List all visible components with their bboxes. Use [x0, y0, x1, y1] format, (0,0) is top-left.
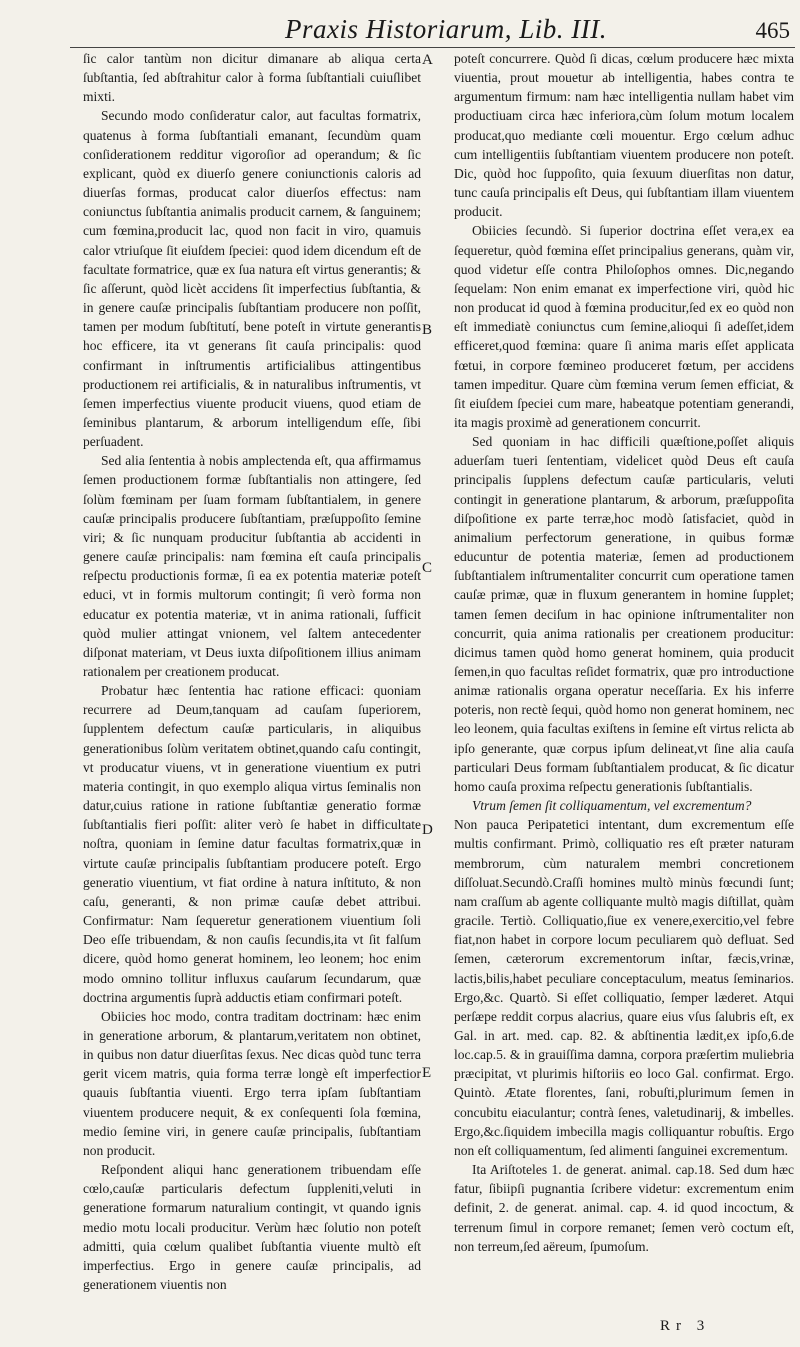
section-question: Vtrum ſemen ſit colliquamentum, vel excrementum? [472, 798, 752, 814]
paragraph: Reſpondent aliqui hanc generationem tribuendam eſſe cœlo,cauſæ particularis defectum ſuppleniti,veluti in generatione formarum naturalium contingit, vt quando ignis medio motu locali producitur. Verùm hæc ſolutio non poteſt admitti, quia cœlum qualibet ſubſtantia viuente multò eſt imperfectius. Ergo in genere cauſæ principalis, ad generationem viuentis non [83, 1162, 421, 1292]
paragraph: Sed quoniam in hac difficili quæſtione,poſſet aliquis aduerſam tueri ſententiam, videlicet quòd Deus eſt cauſa principalis ſupplens defectum cauſæ particularis, veluti contingit in generatione plantarum, & arborum, præſuppoſita diſpoſitione ex parte terræ,hoc modò ſatisfaciet, quòd in animalium perfectorum generatione, in quibus formæ educuntur de potentia materiæ, ſemen ad productionem ſubſtantialem inſtrumentaliter concurrit cum operatione tamen cauſæ primæ, quæ in fluxum generantem in homine ſupplet; tamen ſemen deciſum in hac opinione inſtrumentaliter non concurrit, quia anima rationalis per creationem producitur: dicimus tamen quòd homo generat hominem, quia producit ſemen,in quo facultas reſidet formatrix, quæ pro introductione animæ rationalis organa operatur neceſſaria. Ex his inferre poteris, non rectè ſequi, quòd homo non generat hominem, nec leo leonem, quia facultas exiſtens in ſemine eſt virtus relicta ab ipſo generante, quæ corpus ipſum delineat,vt ſine alia cauſa particulari Deus formam ſubſtantialem producat, & ſic dicatur homo cauſa proxima reſpectu generationis ſubſtantialis. [454, 434, 794, 794]
margin-letter-d: D [422, 822, 433, 838]
running-header [0, 12, 800, 52]
paragraph: Obiicies ſecundò. Si ſuperior doctrina eſſet vera,ex ea ſequeretur, quòd fœmina eſſet principalius generans, quàm vir, quod videtur eſſe contra Philoſophos omnes. Dic,negando ſequelam: Non enim emanat ex imperfectione viri, quòd hic non producat id quod à fœmina producitur,ſed ex eo quòd non eſt immediatè coniunctus cum ſemine,alioqui ſi adeſſet,idem efficeret,quod fœmina: quare ſi anima maris eſſet applicata fœtui, in corpore fœmineo produceret fœtum, per accidens tamen impeditur. Quare cùm fœmina verum ſemen efficiat, & ſit eiuſdem ſpeciei cum mare, habeatque potentiam generandi, ita magis proximè ad generationem concurrit. [454, 223, 794, 430]
paragraph: Obiicies hoc modo, contra traditam doctrinam: hæc enim in generatione arborum, & plantarum,veritatem non obtinet, in quibus non datur diuerſitas ſexus. Nec dicas quòd tunc terra gerit vicem matris, quia forma terræ longè eſt imperfectior quauis ſubſtantia viuenti. Ergo terra ipſam ſubſtantiam viuentem producere nequit, & ex conſequenti ſola fœmina, medio ſemine viri, in genere cauſæ principalis, ſubſtantiam non producit. [83, 1008, 421, 1158]
paragraph: Non pauca Peripatetici intentant, dum excrementum eſſe multis confirmant. Primò, colliquatio res eſt præter naturam membrorum, cùm naturalem membri concretionem diſſoluat.Secundò.Craſſi homines multò minùs fœcundi ſunt; nam craſſum ab agente colliquante multò magis diſtillat, quàm gracile. Tertiò. Colliquatio,ſiue ex venere,exercitio,vel febre fiat,non habet in corpore locum peculiarem quò defluat. Sed ſemen, cæterorum excrementorum inſtar, fæcis,vrinæ, lactis,bilis,habet peculiare conceptaculum, meatus ſeminarios. Ergo,&c. Quartò. Si eſſet colliquatio, ſemper læderet. Atqui perſæpe reddit corpus alacrius, quare eius vſus ſalubris eſt, ex Gal. in art. med. cap. 82. & abſtinentia lædit,ex ipſo,6.de loc.cap.5. & in grauiſſima damna, corpora præſertim muliebria præcipitat, vt plurimis hiſtoriis eo loco Gal. confirmat. Ergo. Quintò. Ætate florentes, ſani, robuſti,plurimum ſemen in concubitu eiaculantur; contrà ſenes, valetudinarij, & imbelles. Ergo,&c.ſiquidem imbecilla magis colliquantur robuſtis. Ergo non eſt colliquamentum, ſed alimenti ſanguinei excrementum. [454, 817, 794, 1158]
signature-mark: Rr 3 [660, 1318, 711, 1334]
margin-letter-a: A [422, 52, 433, 68]
paragraph: Ita Ariſtoteles 1. de generat. animal. cap.18. Sed dum hæc fatur, ſibiipſi pugnantia ſcribere videtur: excrementum enim definit, 2. de generat. animal. cap. 4. id quod incoctum, & terrenum ſimul in corpore remanet; ſemen verò coctum eſt, non terreum,ſed aëreum, ſpumoſum. [454, 1162, 794, 1254]
paragraph: ſic calor tantùm non dicitur dimanare ab aliqua certa ſubſtantia, ſed abſtrahitur calor à forma ſubſtantiali cuiuſlibet mixti. [83, 51, 421, 105]
paragraph: Probatur hæc ſententia hac ratione efficaci: quoniam recurrere ad Deum,tanquam ad cauſam ſuperiorem, ſupplentem defectum cauſæ particularis, in aliquibus generationibus ſolùm veritatem obtinet,quando caſu contingit, vt producatur viuens, vt in generatione viuentium ex putri materia contingit, in quo exemplo aliqua virtus ſeminalis non datur,cuius ratione in ratione ſubſtantiæ generatio formæ ſubſtantialis fieri poſſit: aliter verò ſe habet in difficultate noſtra, quoniam in ſemine datur facultas formatrix,quæ in virtute cauſæ principalis ſubſtantiam producere poteſt. Ergo generatio viuentium, vt fiat ordine à natura inſtituto, & non caſu, generanti, & non primæ cauſæ debet attribui. Confirmatur: Nam ſequeretur generationem viuentium ſoli Deo eſſe tribuendam, & non cauſis ſecundis,ita vt ſit falſum dicere, quòd homo generat hominem, leo leonem; hoc enim modo omnino tollitur influxus cauſarum ſecundarum, quæ doctrina argumentis ſuprà adductis etiam confirmari poteſt. [83, 683, 421, 1005]
right-column [454, 49, 794, 1256]
page-number: 465 [755, 18, 790, 43]
paragraph: poteſt concurrere. Quòd ſi dicas, cœlum producere hæc mixta viuentia, prout mouetur ab intelligentia, habes contra te argumentum firmum: nam hæc intelligentia nullam habet vim productiuam circa hæc inferiora,cùm ſolum motum localem producat,quo mediante cœli mouentur. Ergo cœlum adhuc cum intelligentiis ſubſtantiam viuentem producere non poteſt. Dic, quòd hoc ſuppoſito, quia ſexuum diuerſitas non datur, tunc cauſa principalis eſt Deus, qui ſubſtantiam illam viuentem producit. [454, 51, 794, 220]
paragraph: Secundo modo conſideratur calor, aut facultas formatrix, quatenus à forma ſubſtantiali emanant, ſecundùm quam conſiderationem redditur vigoroſior ad operandum; & ſic explicant, quòd ex diuerſo genere coniunctionis caloris ad diuerſas formas, producat calor diuerſos effectus: nam coniunctus ſubſtantia animalis producit carnem, & ſanguinem; cum fœmina,producit lac, quod non facit in viro, quamuis calor vtriuſque ſit eiuſdem ſpeciei: quod idem dicendum eſt de facultate formatrice, quæ ex ſua natura eſt virtus generantis; & ſic aſſerunt, quòd licèt accidens ſit imperfectius ſubſtantia, & in genere cauſæ principalis ſubſtantiam producere non poſſit, tamen per modum ſubſtitutí, bene poteſt in virtute generantis hoc efficere, ita vt generans ſit cauſa principalis: quod confirmant in inſtrumentis artificialibus attingentibus productionem rei artificialis, & in naturalibus inſtrumentis, vt ſemen imperfectius viuente producit viuens, quod etiam de ſeminibus plantarum, & arborum intelligendum eſſe, ſibi perſuadent. [83, 108, 421, 450]
running-title: Praxis Historiarum, Lib. III. [285, 14, 608, 44]
margin-letter-e: E [422, 1065, 432, 1081]
left-column [83, 49, 421, 1294]
paragraph: Sed alia ſententia à nobis amplectenda eſt, qua affirmamus ſemen productionem formæ ſubſtantialis non attingere, ſed ſolùm fœminam per ſuam formam ſubſtantialem, in genere cauſæ principalis producere ſubſtantiam, præſuppoſito ſemine viri; & ſic nunquam producitur ſubſtantia ab accidenti in genere cauſæ principalis: nam fœmina eſt cauſa principalis reſpectu productionis formæ, ſi ea ex potentia materiæ poteſt educi, vt in formis multorum contingit; ſi verò forma non educatur ex potentia materiæ, vt in anima rationali, ſufficit quòd mulier attingat vnionem, vel ſaltem antecedenter diſponat materiam, vt Deus iuxta diſpoſitionem illius animam rationalem per creationem producat. [83, 453, 421, 679]
margin-letter-b: B [422, 322, 433, 338]
header-rule [70, 47, 795, 48]
margin-letter-c: C [422, 560, 433, 576]
